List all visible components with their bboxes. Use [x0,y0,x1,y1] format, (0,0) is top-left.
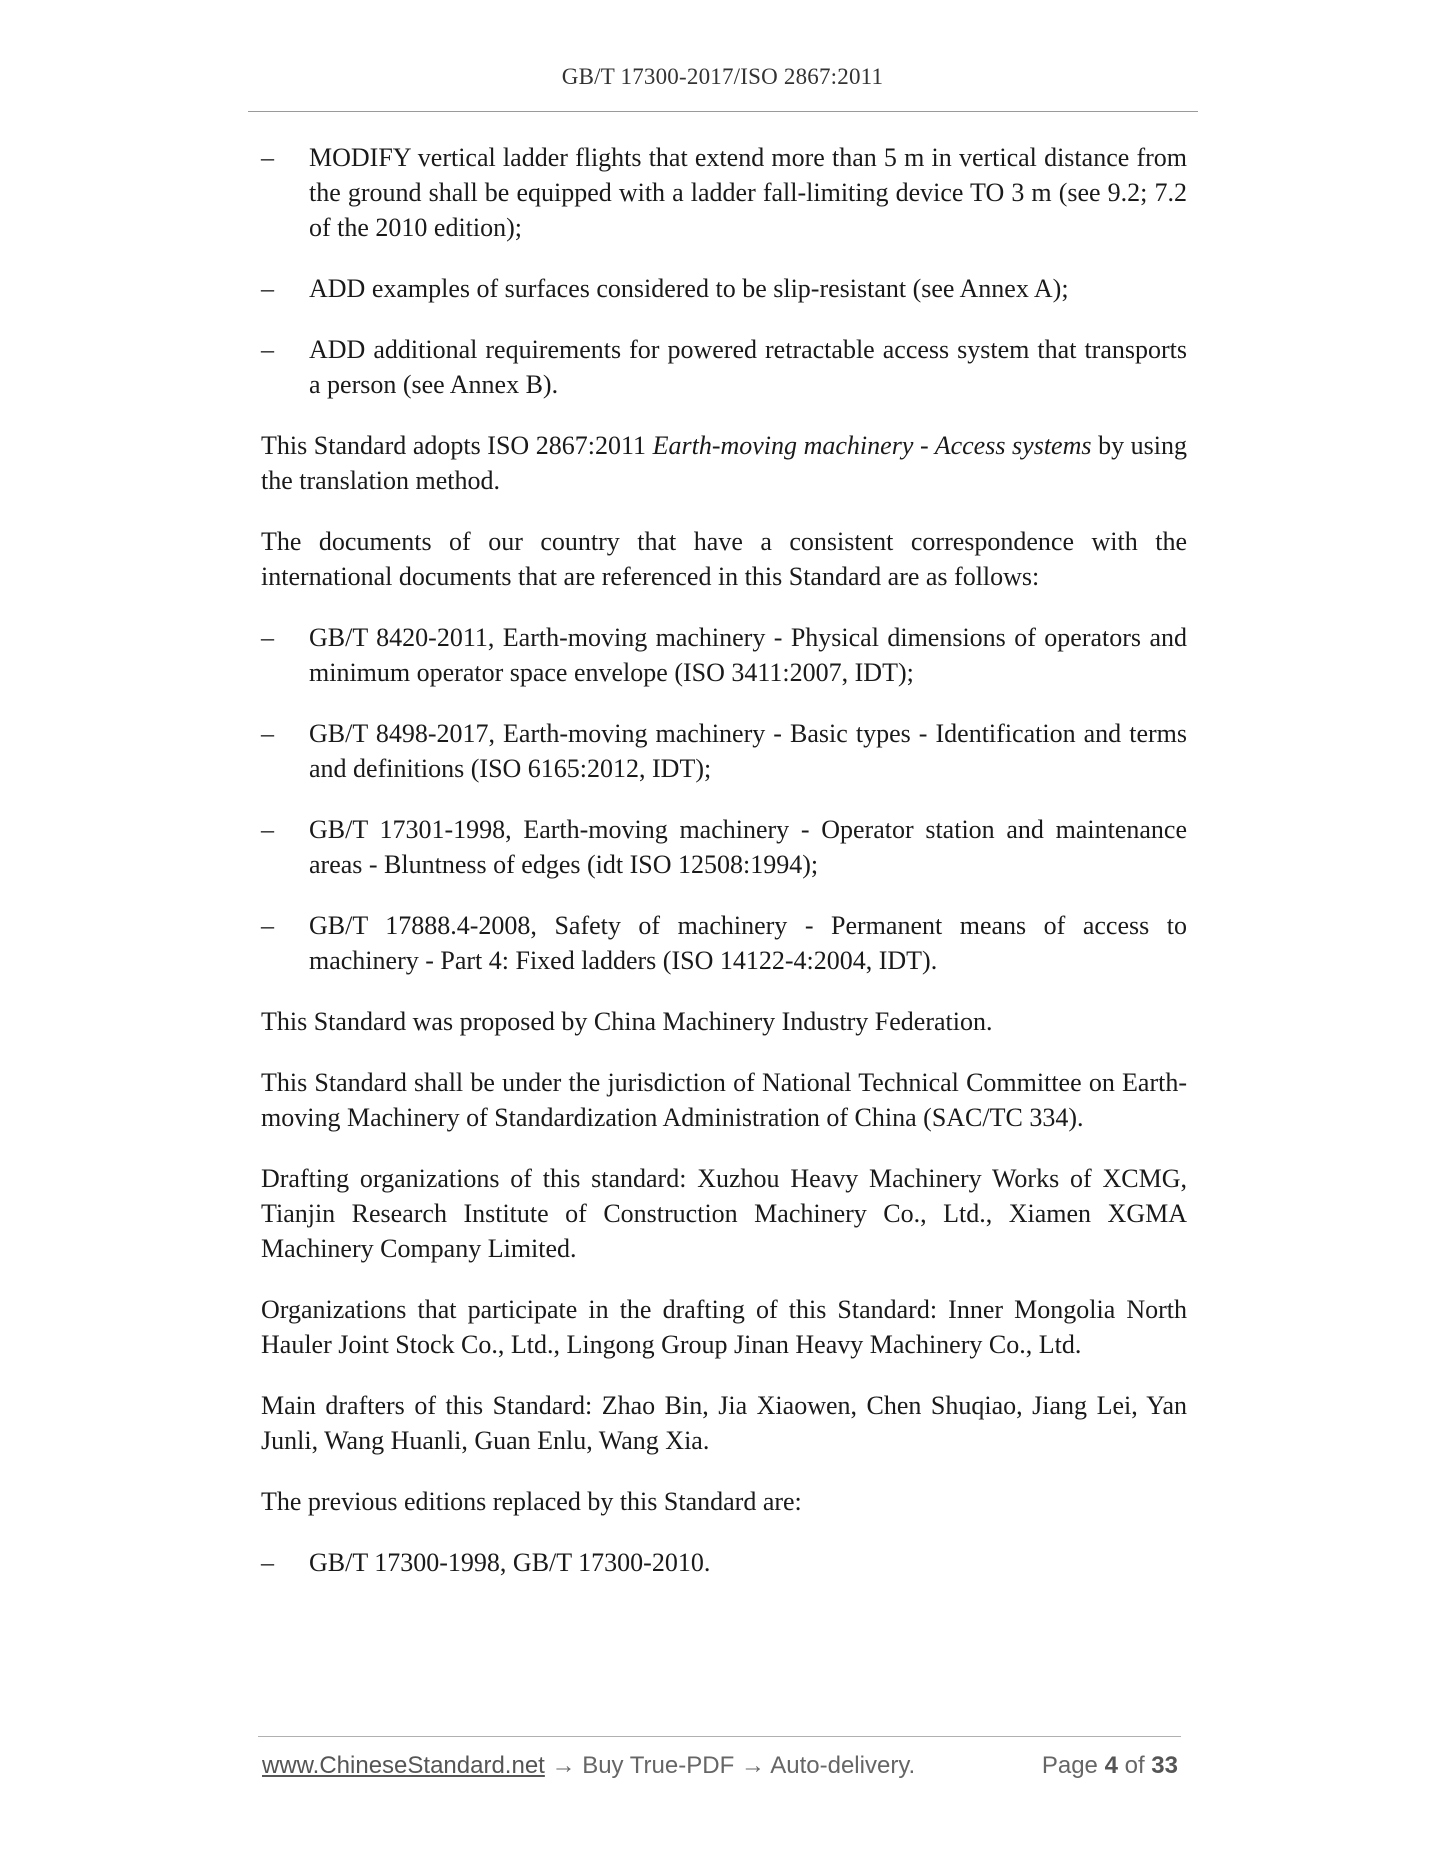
bullet-dash: – [261,274,274,303]
participating-orgs-paragraph: Organizations that participate in the drafting of this Standard: Inner Mongolia North Hauler Joint Stock Co., Ltd., Lingong Group Jinan Heavy Machinery Co., Ltd. [261,1295,1187,1359]
list-item-text: MODIFY vertical ladder flights that extend more than 5 m in vertical distance from the ground shall be equipped with a ladder fall-limiting device TO 3 m (see 9.2; 7.2 of the 2010 edition); [309,143,1187,242]
list-item [261,812,1187,882]
page-number [1042,1752,1178,1780]
iso-title: Earth-moving machinery - Access systems [652,431,1092,460]
list-item-text: GB/T 17301-1998, Earth-moving machinery - Operator station and maintenance areas - Bluntness of edges (idt ISO 12508:1994); [309,815,1187,879]
adoption-prefix: This Standard adopts ISO 2867:2011 [261,431,653,460]
footer-divider [258,1736,1181,1737]
bullet-dash: – [261,1548,274,1577]
page-total: 33 [1151,1752,1178,1779]
footer-promo [262,1752,915,1780]
proposed-by-paragraph: This Standard was proposed by China Machinery Industry Federation. [261,1007,993,1036]
list-item [261,1545,1187,1580]
adoption-suffix: by using the translation method. [261,431,1187,495]
main-drafters-paragraph: Main drafters of this Standard: Zhao Bin, Jia Xiaowen, Chen Shuqiao, Jiang Lei, Yan Junli, Wang Huanli, Guan Enlu, Wang Xia. [261,1391,1187,1455]
auto-delivery-text: Auto-delivery. [770,1752,916,1779]
list-item [261,332,1187,402]
buy-true-pdf-text: Buy True-PDF [582,1752,735,1779]
bullet-dash: – [261,719,274,748]
of-label: of [1124,1752,1145,1779]
website-link[interactable]: www.ChineseStandard.net [262,1752,545,1779]
bullet-dash: – [261,143,274,172]
drafting-orgs-paragraph: Drafting organizations of this standard: Xuzhou Heavy Machinery Works of XCMG, Tianjin Research Institute of Construction Machinery Co., Ltd., Xiamen XGMA Machinery Company Limited. [261,1164,1187,1263]
bullet-dash: – [261,623,274,652]
list-item-text: GB/T 17888.4-2008, Safety of machinery - Permanent means of access to machinery - Part 4: Fixed ladders (ISO 14122-4:2004, IDT). [309,911,1187,975]
list-item [261,140,1187,245]
list-item-text: ADD additional requirements for powered retractable access system that transports a person (see Annex B). [309,335,1187,399]
arrow-right-icon: → [544,1752,583,1779]
arrow-right-icon: → [734,1752,771,1779]
list-item-text: GB/T 8498-2017, Earth-moving machinery - Basic types - Identification and terms and definitions (ISO 6165:2012, IDT); [309,719,1187,783]
previous-editions-paragraph: The previous editions replaced by this Standard are: [261,1487,802,1516]
list-item [261,908,1187,978]
list-item [261,271,1187,306]
list-item-text: GB/T 8420-2011, Earth-moving machinery - Physical dimensions of operators and minimum operator space envelope (ISO 3411:2007, IDT); [309,623,1187,687]
list-item-text: GB/T 17300-1998, GB/T 17300-2010. [309,1548,711,1577]
page-label: Page [1041,1752,1098,1779]
page-footer [262,1752,1182,1784]
list-item-text: ADD examples of surfaces considered to be slip-resistant (see Annex A); [309,274,1069,303]
adoption-paragraph [261,428,1187,498]
bullet-dash: – [261,815,274,844]
list-item [261,620,1187,690]
correspondence-intro: The documents of our country that have a consistent correspondence with the international documents that are referenced in this Standard are as follows: [261,527,1187,591]
jurisdiction-paragraph: This Standard shall be under the jurisdiction of National Technical Committee on Earth-moving Machinery of Standardization Administration of China (SAC/TC 334). [261,1068,1187,1132]
page-body [261,140,1187,1606]
running-header: GB/T 17300-2017/ISO 2867:2011 [561,64,884,89]
page-current: 4 [1104,1752,1118,1779]
header-divider [248,111,1198,112]
list-item [261,716,1187,786]
bullet-dash: – [261,335,274,364]
bullet-dash: – [261,911,274,940]
